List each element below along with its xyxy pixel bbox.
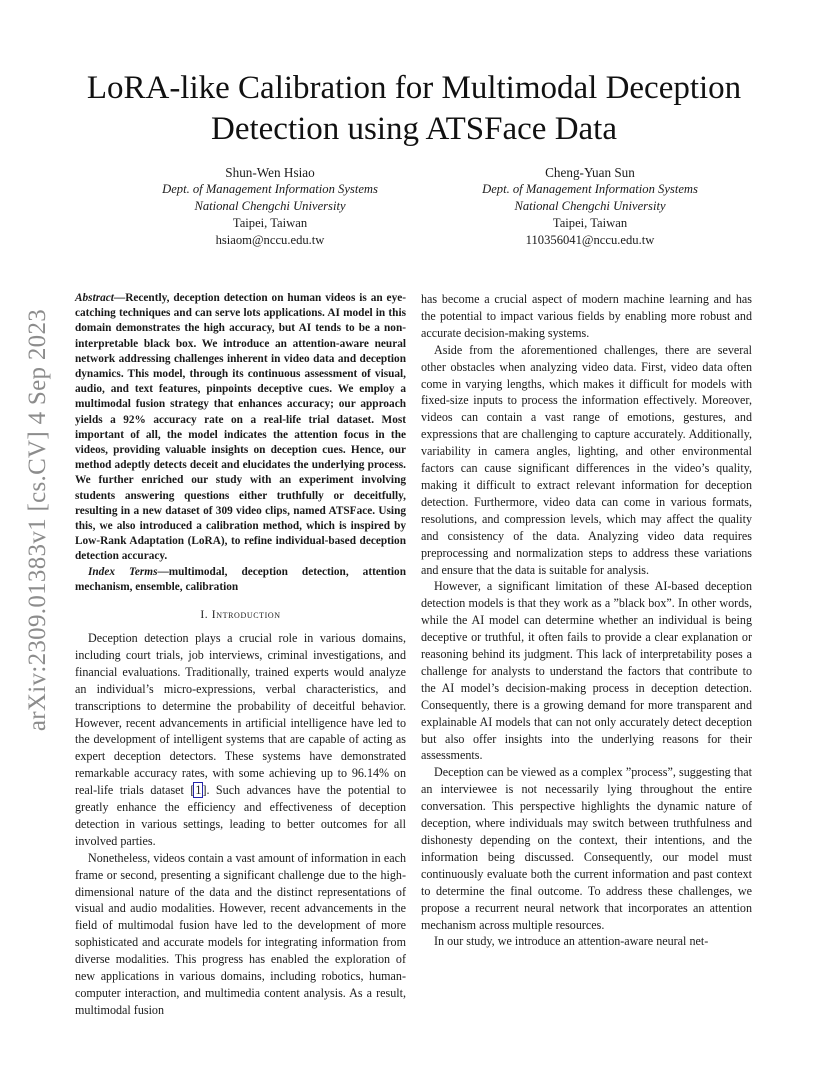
index-terms-text: —multimodal, deception detection, attention mechanism, ensemble, calibration <box>75 565 406 593</box>
index-terms <box>75 565 406 595</box>
section-heading-introduction: I. Introduction <box>200 608 281 622</box>
intro-paragraph-2: Nonetheless, videos contain a vast amount of information in each frame or second, presenting a significant challenge due to the high-dimensional nature of the data and the distinct representations of visual and audio modalities. However, recent advancements in the field of multimodal fusion have led to the development of more sophisticated and accurate models for integrating information from diverse modalities. This progress has enabled the exploration of new applications in various domains, including robotics, human-computer interaction, and multimedia content analysis. As a result, multimodal fusion <box>75 850 406 1017</box>
intro-paragraph-3: Aside from the aforementioned challenges, there are several other obstacles when analyzing video data. First, video data often come in varying lengths, which makes it difficult for models with fixed-size inputs to process the information effectively. Moreover, videos can contain a vast range of emotions, gestures, and expressions that are challenging to capture accurately. Additionally, variability in camera angles, lighting, and other environmental factors can cause significant differences in the video’s quality, making it difficult to extract relevant information for deception detection. Furthermore, video data can come in various formats, resolutions, and compression levels, which may affect the quality and consistency of the data. Analyzing video data requires preprocessing and normalization steps to address these variations and ensure that the data is suitable for analysis. <box>421 342 752 577</box>
author-dept: Dept. of Management Information Systems <box>482 182 698 196</box>
author-block-2 <box>440 164 740 249</box>
abstract <box>75 291 406 565</box>
intro-paragraph-4: However, a significant limitation of these AI-based deception detection models is that they work as a ”black box”. In other words, while the AI model can determine whether an individual is being deceptive or truthful, it often fails to provide a clear explanation or reasoning behind its judgment. This lack of interpretability poses a challenge for analysts to understand the factors that contribute to the AI model’s decision-making process in deception detection. Consequently, there is a growing demand for more transparent and explainable AI models that can not only accurately detect deception but also offer insights into the underlying reasons for their assessments. <box>421 579 752 763</box>
abstract-label: Abstract <box>75 292 114 304</box>
paragraph-text: Deception detection plays a crucial role in various domains, including court trials, job interviews, criminal investigations, and financial evaluations. Traditionally, trained experts would analyze an individual’s micro-expressions, verbal characteristics, and transcriptions to determine the probability of deceitful behavior. However, recent advancements in artificial intelligence have led to the development of intelligent systems that are capable of acting as expert deception detectors. These systems have demonstrated remarkable accuracy rates, with some achieving up to 96.14% on real-life trials dataset <box>75 630 406 798</box>
author-name: Shun-Wen Hsiao <box>225 165 315 180</box>
author-dept: Dept. of Management Information Systems <box>162 182 378 196</box>
author-name: Cheng-Yuan Sun <box>545 165 635 180</box>
author-block-1 <box>120 164 420 249</box>
right-column <box>421 291 752 950</box>
author-email: hsiaom@nccu.edu.tw <box>215 233 325 247</box>
abstract-text: —Recently, deception detection on human videos is an eye-catching techniques and can serve lots applications. AI model in this domain demonstrates the high accuracy, but AI tends to be a non-interpretable black box. We introduce an attention-aware neural network addressing challenges inherent in video data and deception dynamics. This model, through its continuous assessment of visual, audio, and text features, pinpoints deceptive cues. We employ a multimodal fusion strategy that enhances accuracy; our approach yields a 92% accuracy rate on a real-life trial dataset. Most important of all, the model indicates the attention focus in the videos, providing valuable insights on deception cues. Hence, our method adeptly detects deceit and elucidates the underlying process. We further enriched our study with an experiment involving students answering questions either truthfully or deceitfully, resulting in a new dataset of 309 video clips, named ATSFace. Using this, we also introduced a calibration method, which is inspired by Low-Rank Adaptation (LoRA), to refine individual-based deception detection accuracy. <box>75 292 406 563</box>
author-email: 110356041@nccu.edu.tw <box>525 233 655 247</box>
index-terms-label: Index Terms <box>88 565 158 578</box>
intro-paragraph-1: Deception detection plays a crucial role in various domains, including court trials, job interviews, criminal investigations, and financial evaluations. Traditionally, trained experts would analyze an individual’s micro-expressions, verbal characteristics, and transcriptions to determine the probability of deceitful behavior. However, recent advancements in artificial intelligence have led to the development of intelligent systems that are capable of acting as expert deception detectors. These systems have demonstrated remarkable accuracy rates, with some achieving up to 96.14% on real-life trials dataset [1]. Such advances have the potential to greatly enhance the efficiency and effectiveness of deception detection in various settings, leading to better outcomes for all involved parties. <box>75 630 406 848</box>
author-location: Taipei, Taiwan <box>232 216 308 230</box>
author-location: Taipei, Taiwan <box>552 216 628 230</box>
author-university: National Chengchi University <box>514 199 666 213</box>
intro-paragraph-6: In our study, we introduce an attention-aware neural net- <box>434 934 709 949</box>
left-column <box>75 291 406 1019</box>
author-university: National Chengchi University <box>194 199 346 213</box>
intro-paragraph-continued: has become a crucial aspect of modern machine learning and has the potential to impact various fields by enabling more robust and accurate decision-making systems. <box>421 292 752 340</box>
arxiv-identifier: arXiv:2309.01383v1 [cs.CV] 4 Sep 2023 <box>24 308 51 732</box>
intro-paragraph-5: Deception can be viewed as a complex ”process”, suggesting that an interviewee is not necessarily lying throughout the entire conversation. This perspective highlights the dynamic nature of deception, where individuals may switch between truthfulness and dishonesty depending on the context, their intentions, and the information being discussed. Consequently, our model must continuously evaluate both the current information and past context to determine the final outcome. To address these challenges, we propose a recurrent neural network that incorporates an attention mechanism across multiple resources. <box>421 765 752 932</box>
citation-link[interactable]: 1 <box>195 783 202 798</box>
paper-title: LoRA-like Calibration for Multimodal Deception Detection using ATSFace Data <box>86 70 742 147</box>
paragraph-text: . Such advances have the potential to greatly enhance the efficiency and effectiveness of deception detection in various settings, leading to better outcomes for all involved parties. <box>75 783 406 848</box>
